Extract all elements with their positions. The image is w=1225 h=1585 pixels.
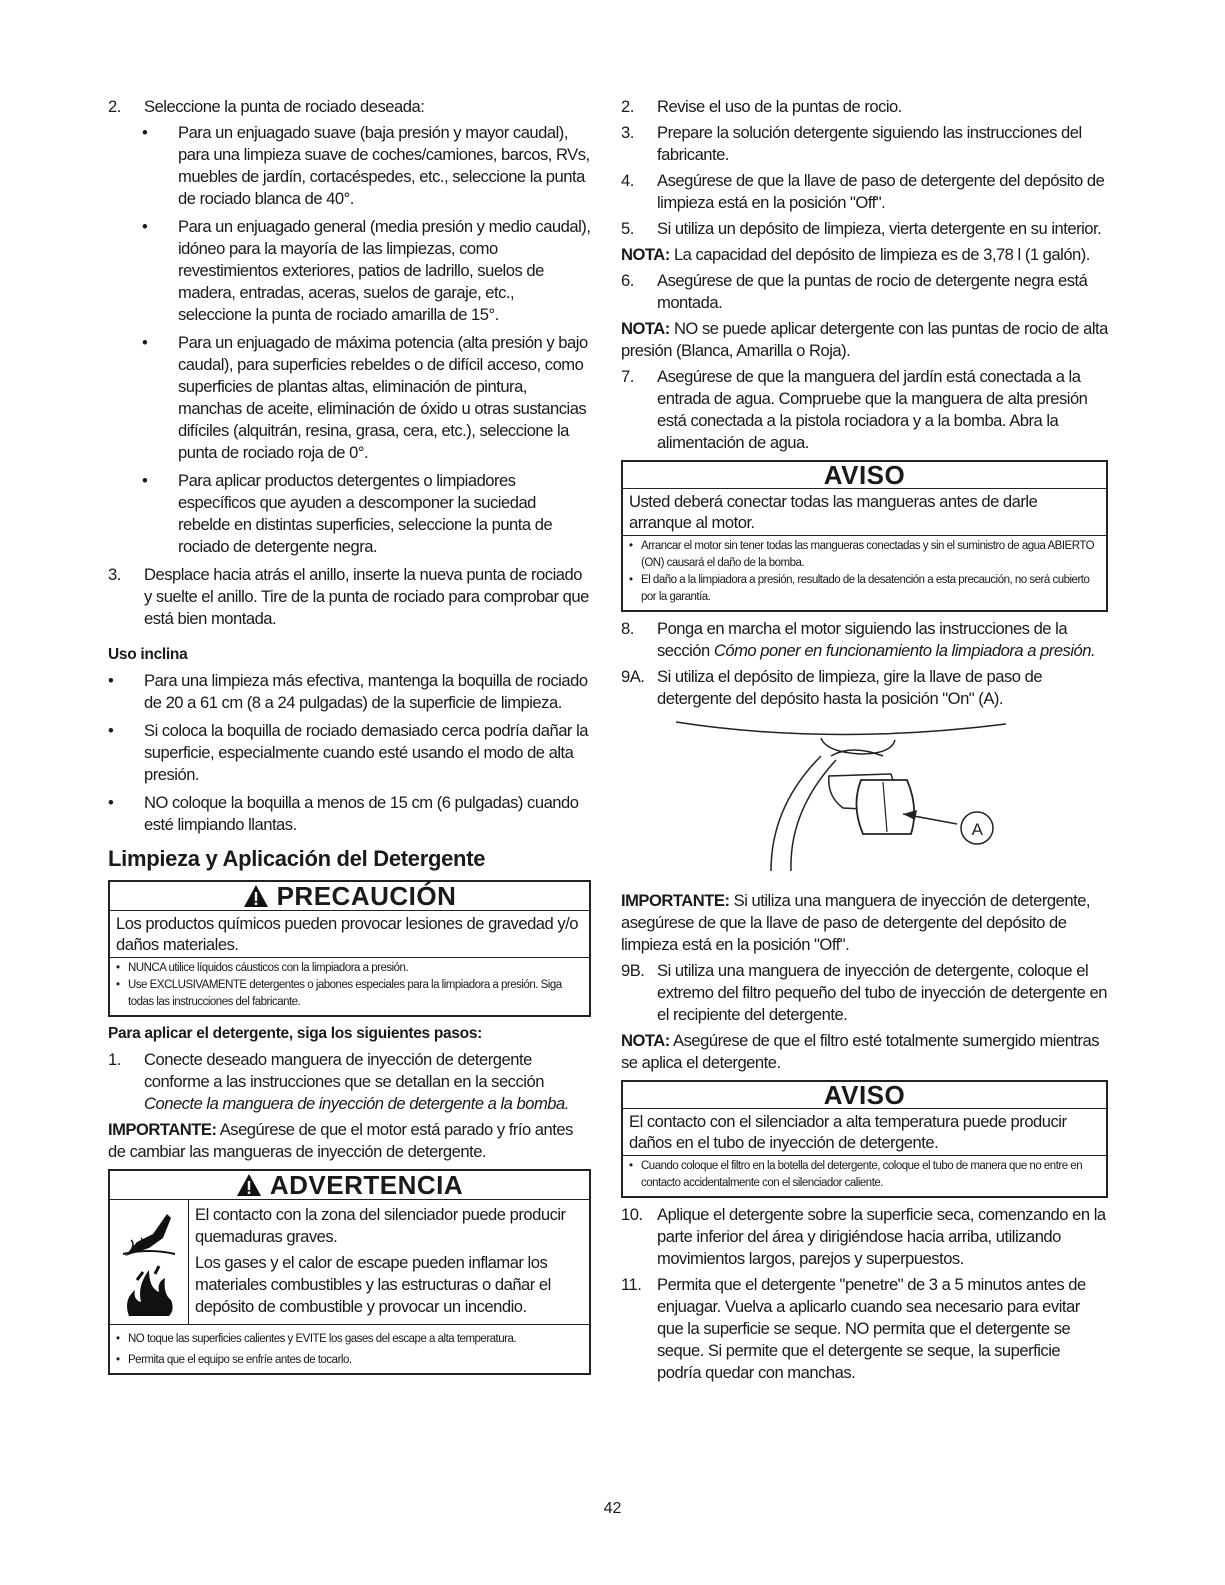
step-5: 5. Si utiliza un depósito de limpieza, vierta detergente en su interior.: [621, 219, 1102, 238]
nota-3: NOTA: Asegúrese de que el filtro esté totalmente sumergido mientras se aplica el detergente.: [621, 1031, 1100, 1072]
list-item: • Para aplicar productos detergentes o limpiadores específicos que ayuden a descomponer la suciedad rebelde en distintas superficies, seleccione la punta de rociado de detergente negra.: [142, 471, 553, 556]
step-3: 3. Desplace hacia atrás el anillo, inserte la nueva punta de rociado y suelte el anillo. Tire de la punta de rociado para comprobar que está bien montada.: [108, 565, 589, 628]
left-column: [108, 96, 591, 1381]
aviso-title: AVISO: [623, 1082, 1106, 1109]
list-item: • Para una limpieza más efectiva, mantenga la boquilla de rociado de 20 a 61 cm (8 a 24 pulgadas) de la superficie de limpieza.: [108, 671, 588, 712]
advertencia-title: ADVERTENCIA: [110, 1171, 589, 1200]
list-item: • NO coloque la boquilla a menos de 15 cm (6 pulgadas) cuando esté limpiando llantas.: [108, 793, 579, 834]
step-9a: 9A. Si utiliza el depósito de limpieza, gire la llave de paso de detergente del depósito hasta la posición "On" (A).: [621, 667, 1043, 708]
step-2: 2. Revise el uso de la puntas de rocio.: [621, 97, 902, 116]
step-3: 3. Prepare la solución detergente siguiendo las instrucciones del fabricante.: [621, 123, 1082, 164]
aviso-title: AVISO: [623, 462, 1106, 489]
step-10: 10. Aplique el detergente sobre la superficie seca, comenzando en la parte inferior del área y dirigiéndose hacia arriba, utilizando movimientos largos, parejos y superpuestos.: [621, 1205, 1106, 1268]
aviso-box-1: [621, 460, 1108, 612]
importante-note: IMPORTANTE: Asegúrese de que el motor está parado y frío antes de cambiar las mangueras de inyección de detergente.: [108, 1120, 573, 1161]
step-7: 7. Asegúrese de que la manguera del jardín está conectada a la entrada de agua. Compruebe que la manguera de alta presión está conectada a la pistola rociadora y a la bomba. Abra la alimentación de agua.: [621, 367, 1088, 452]
section-heading: Limpieza y Aplicación del Detergente: [108, 846, 486, 871]
precaucion-title: PRECAUCIÓN: [110, 882, 589, 911]
step-4: 4. Asegúrese de que la llave de paso de detergente del depósito de limpieza está en la posición "Off".: [621, 171, 1105, 212]
advertencia-text-2: Los gases y el calor de escape pueden inflamar los materiales combustibles y las estructuras o dañar el depósito de combustible y provocar un incendio.: [195, 1253, 551, 1316]
detergent-valve-illustration: [621, 716, 1108, 876]
step-8: 8. Ponga en marcha el motor siguiendo las instrucciones de la sección Cómo poner en funcionamiento la limpiadora a presión.: [621, 619, 1096, 660]
advertencia-text-1: El contacto con la zona del silenciador puede producir quemaduras graves.: [195, 1205, 566, 1246]
aviso-lead: El contacto con el silenciador a alta temperatura puede producir daños en el tubo de inyección de detergente.: [623, 1109, 1106, 1156]
advertencia-bullets: [110, 1325, 589, 1373]
list-item: • El daño a la limpiadora a presión, resultado de la desatención a esta precaución, no será cubierto por la garantía.: [629, 574, 1090, 603]
warning-triangle-icon: [243, 884, 269, 908]
list-item: • NO toque las superficies calientes y EVITE los gases del escape a alta temperatura.: [116, 1333, 517, 1345]
page-number: 42: [603, 1500, 622, 1517]
precaucion-lead: Los productos químicos pueden provocar lesiones de gravedad y/o daños materiales.: [110, 911, 589, 958]
aviso-lead: Usted deberá conectar todas las mangueras antes de darle arranque al motor.: [623, 489, 1106, 536]
nota-1: NOTA: La capacidad del depósito de limpieza es de 3,78 l (1 galón).: [621, 245, 1090, 264]
list-item: • NUNCA utilice líquidos cáusticos con la limpiadora a presión.: [116, 962, 409, 974]
spray-tip-list: [142, 122, 591, 558]
aviso-bullets: [623, 536, 1106, 610]
aviso-bullets: [623, 1156, 1106, 1196]
list-item: • Para un enjuagado general (media presión y medio caudal), idóneo para la mayoría de las limpiezas, como revestimientos exteriores, patios de ladrillo, suelos de madera, entradas, aceras, suelos de garaje, etc., seleccione la punta de rociado amarilla de 15°.: [142, 217, 591, 324]
step-6: 6. Asegúrese de que la puntas de rocio de detergente negra está montada.: [621, 271, 1088, 312]
aviso-box-2: [621, 1080, 1108, 1198]
fire-icon: [119, 1260, 179, 1320]
step-number: 2.: [108, 97, 121, 116]
step-1: 1. Conecte deseado manguera de inyección de detergente conforme a las instrucciones que se detallan en la sección Conecte la manguera de inyección de detergente a la bomba.: [108, 1050, 569, 1113]
step-text: Seleccione la punta de rociado deseada:: [144, 97, 425, 116]
list-item: • Use EXCLUSIVAMENTE detergentes o jabones especiales para la limpiadora a presión. Siga todas las instrucciones del fabricante.: [116, 979, 562, 1008]
list-item: • Permita que el equipo se enfríe antes de tocarlo.: [116, 1354, 352, 1366]
uso-heading: Uso inclina: [108, 646, 188, 663]
list-item: • Cuando coloque el filtro en la botella del detergente, coloque el tubo de manera que no entre en contacto accidentalmente con el silenciador caliente.: [629, 1160, 1083, 1189]
right-column: [621, 96, 1108, 1388]
uso-list: [108, 670, 591, 836]
step-9b: 9B. Si utiliza una manguera de inyección de detergente, coloque el extremo del filtro pequeño del tubo de inyección de detergente en el recipiente del detergente.: [621, 961, 1107, 1024]
nota-2: NOTA: NO se puede aplicar detergente con las puntas de rocio de alta presión (Blanca, Amarilla o Roja).: [621, 319, 1108, 360]
list-item: • Arrancar el motor sin tener todas las mangueras conectadas y sin el suministro de agua ABIERTO (ON) causará el daño de la bomba.: [629, 540, 1095, 569]
warning-triangle-icon: [236, 1173, 262, 1197]
advertencia-box: [108, 1169, 591, 1375]
step-11: 11. Permita que el detergente "penetre" de 3 a 5 minutos antes de enjuagar. Vuelva a aplicarlo cuando sea necesario para evitar que la superficie se seque. NO permita que el detergente se seque. Si permite que el detergente se seque, la superficie podría quedar con manchas.: [621, 1275, 1086, 1382]
precaucion-bullets: [110, 958, 589, 1015]
list-item: • Si coloca la boquilla de rociado demasiado cerca podría dañar la superficie, especialmente cuando esté usando el modo de alta presión.: [108, 721, 588, 784]
importante-note: IMPORTANTE: Si utiliza una manguera de inyección de detergente, asegúrese de que la llave de paso de detergente del depósito de limpieza está en la posición "Off".: [621, 891, 1091, 954]
callout-label: A: [971, 820, 983, 839]
pasos-heading: Para aplicar el detergente, siga los siguientes pasos:: [108, 1025, 483, 1042]
valve-figure: [621, 716, 1108, 882]
list-item: • Para un enjuagado suave (baja presión y mayor caudal), para una limpieza suave de coches/camiones, barcos, RVs, muebles de jardín, cortacéspedes, etc., seleccione la punta de rociado blanca de 40°.: [142, 123, 590, 208]
hot-surface-icon: [119, 1204, 179, 1260]
list-item: • Para un enjuagado de máxima potencia (alta presión y bajo caudal), para superficies rebeldes o de difícil acceso, como superficies de plantas altas, eliminación de pintura, manchas de aceite, eliminación de óxido u otras sustancias difíciles (alquitrán, resina, grasa, cera, etc.), seleccione la punta de rociado roja de 0°.: [142, 333, 588, 462]
precaucion-box: [108, 880, 591, 1017]
step-2: [108, 96, 591, 118]
